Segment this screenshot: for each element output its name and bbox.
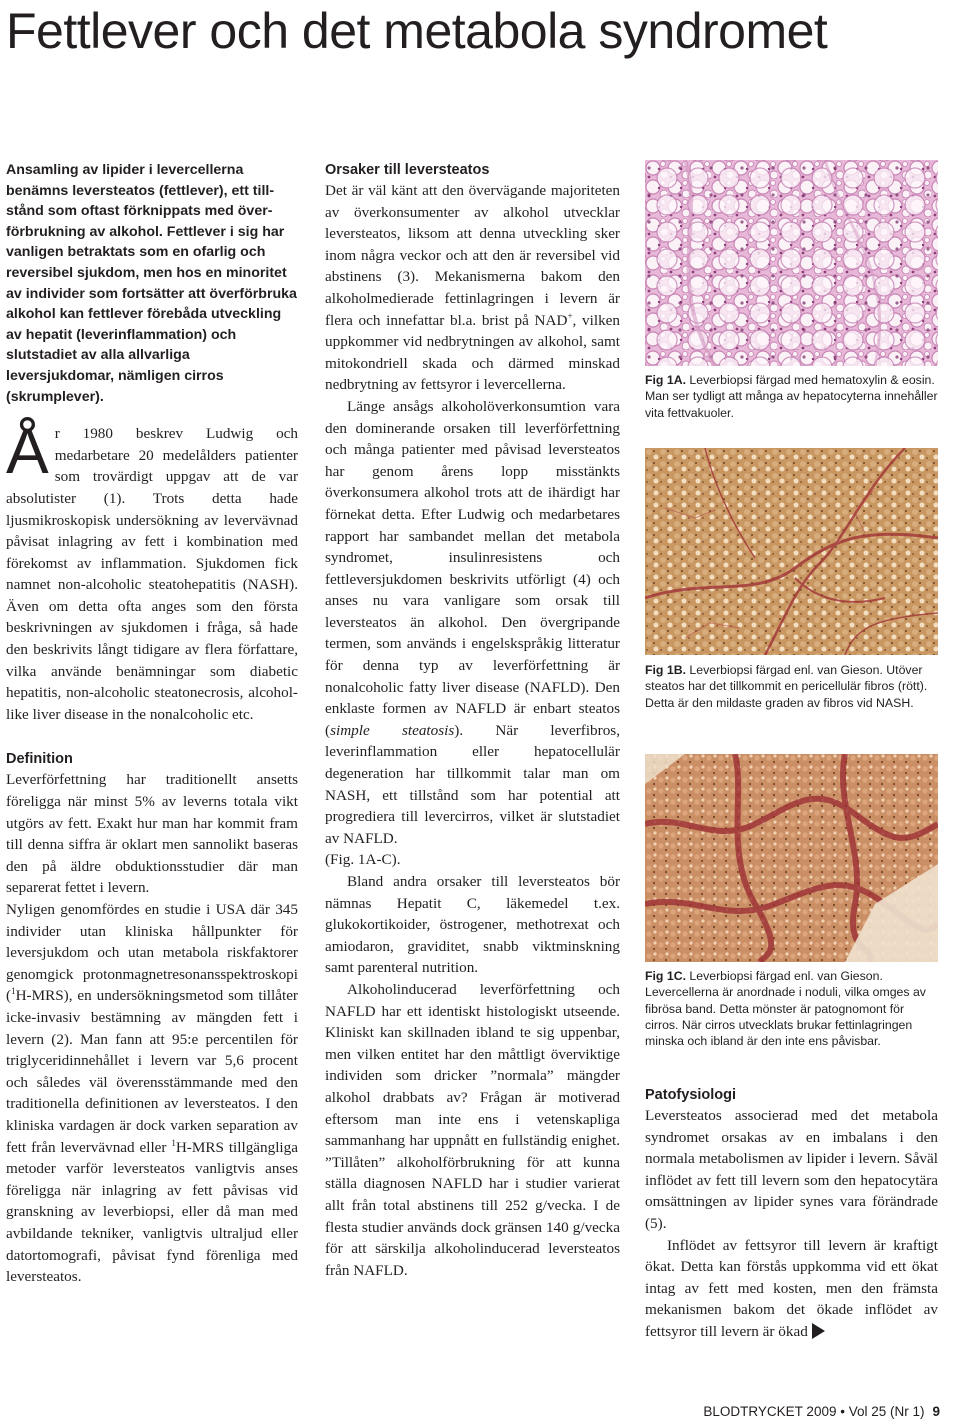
figure-1a-caption: Fig 1A. Leverbiopsi färgad med hematoxylin & eosin. Man ser tydligt att många av hepatocyterna innehåller vita fettvakuoler. (645, 373, 938, 420)
he-stain-micrograph (645, 160, 938, 366)
page-footer (703, 1404, 940, 1419)
page-title: Fettlever och det metabola syndromet (6, 3, 828, 59)
definition-paragraph-2: Nyligen genomfördes en studie i USA där 345 individer utan kliniska hållpunkter för leversjukdom och utan metabola riskfaktorer genomgick protonmagnetresonansspektroskopi ($^1$H-MRS), en undersökningsmetod som tillåter icke-invasiv bestämning av mängden fett i levern (2). Man fann att 95:e percentilen för triglyceridinnehållet i levern var 5,6 procent och således väl överensstämmande med den traditionella definitionen av leversteatos. I den kliniska vardagen är dock varken separation av fett från levervävnad eller $^1$H-MRS tillgängliga metoder varför leversteatos vanligtvis anses föreligga när inlagring av fett påvisas vid granskning av leverbiopsi, eller då man med avbildande tekniker, vanligtvis ultraljud eller datortomografi, påvisat fynd förenliga med leversteatos. (6, 901, 298, 1286)
intro-text: r 1980 beskrev Ludwig och medarbetare 20 medelålders patienter som trovärdigt uppgav att de var absolutister (1). Trots detta hade ljusmikroskopisk undersökning av levervävnad påvisat inlagring av fett i kombination med förekomst av inflammation. Sjukdomen fick namnet non-alcoholic steatohepatitis (NASH). Även om detta ofta anges som den första beskrivningen av sjukdomen i fråga, så hade den beskrivits långt tidigare av flera författare, vilka använde benämningar som diabetic hepatitis, non-alcoholic steatonecrosis, alcohol-like liver disease in the nonalcoholic etc. (6, 425, 298, 723)
figure-1b-caption: Fig 1B. Leverbiopsi färgad enl. van Gieson. Utöver steatos har det tillkommit en pericellulär fibros (rött). Detta är den mildaste graden av fibros vid NASH. (645, 663, 928, 710)
figure-1a-image (645, 160, 938, 366)
figure-1c-image (645, 754, 938, 962)
causes-heading: Orsaker till leversteatos (325, 162, 490, 178)
pathophysiology-paragraph-2: Inflödet av fettsyror till levern är kraftigt ökat. Detta kan förstås uppkomma vid ett ökat intag av fett med kosten, men den främsta mekanismen bakom det ökade inflödet av fettsyror till levern är ökad (645, 1236, 938, 1340)
column-right (645, 1085, 938, 1343)
figure-1b-image (645, 448, 938, 655)
intro-paragraph (6, 415, 298, 725)
pathophysiology-paragraph-1: Leversteatos associerad med det metabola syndromet orsakas av en imbalans i den normala metabolismen av lipider i levern. Såväl inflödet av fett till levern som den hepatocytära omsättningen av lipider synes vara förändrade (5). (645, 1107, 938, 1232)
causes-paragraph-4: Alkoholinducerad leverförfettning och NAFLD har ett identiskt histologiskt utseende. Kliniskt kan skillnaden ibland te sig uppenbar, men vilken entitet har den måttligt överviktige individen som dricker ”normala” mängder alkohol drabbats av? Frågan är motiverad eftersom man inte ens i vetenskapliga sammanhang har uppnått en fullständig enighet. ”Tillåten” alkoholförbrukning för att kunna ställa diagnosen NAFLD har i studier varierat allt från total abstinens till 252 g/vecka. I de flesta studier används dock gränsen 140 g/vecka för att särskilja alkoholinducerad leversteatos från NAFLD. (325, 980, 620, 1279)
continue-arrow-icon (812, 1323, 825, 1339)
causes-paragraph-2: Länge ansågs alkoholöverkonsumtion vara den dominerande orsaken till leverförfettning och många patienter med påvisad leversteatos har genom årens lopp misstänkts överkonsumera alkohol trots att de ihärdigt har förnekat detta. Efter Ludwig och medarbetares rapport har sambandet mellan det metabola syndromet, insulinresistens och fettleversjukdomen beskrivits utförligt (4) och anses nu vara vanligare som orsak till leversteatos än alkohol. Den övergripande termen, som används i engelskspråkig litteratur för denna typ av leverförfettning är nonalcoholic fatty liver disease (NAFLD). Den enklaste formen av NAFLD är enbart steatos (simple steatosis). När leverfibros, leverinflammation eller hepatocellulär degeneration har tillkommit talar man om NASH, ett tillstånd som har potential att progrediera till levercirros, vilket är slutstadiet av NAFLD. (Fig. 1A-C). (325, 397, 620, 869)
drop-cap: Å (6, 415, 49, 488)
pathophysiology-heading: Patofysiologi (645, 1087, 737, 1103)
causes-paragraph-3: Bland andra orsaker till leversteatos bör nämnas Hepatit C, läkemedel t.ex. glukokortikoider, östrogener, methotrexat och amiodaron, graviditet, snabb viktminskning samt parenteral nutrition. (325, 873, 620, 977)
page-number: 9 (932, 1404, 940, 1419)
column-middle (325, 160, 620, 1281)
van-gieson-micrograph-mild-fibrosis (645, 448, 938, 655)
lead-paragraph: Ansamling av lipider i levercellerna benämns leversteatos (fettlever), ett tillstånd som oftast förknippats med överförbrukning av alkohol. Fettlever i sig har vanligen betraktats som en ofarlig och reversibel sjukdom, men hos en minoritet av individer som fortsätter att överförbruka alkohol kan fettlever förebåda utveckling av hepatit (leverinflammation) och slutstadiet av alla allvarliga leversjukdomar, nämligen cirros (skrumplever). (6, 162, 297, 405)
definition-heading: Definition (6, 751, 73, 768)
column-left (6, 160, 298, 1288)
causes-paragraph-1: Det är väl känt att den övervägande majoriteten av överkonsumenter av alkohol utvecklar leversteatos, liksom att denna utveckling sker inom några veckor och att den är reversibel vid abstinens (3). Mekanismerna bakom den alkoholmedierade fettinlagringen i levern är flera och innefattar bl.a. brist på NAD+, vilken uppkommer vid nedbrytningen av alkohol, samt mitokondriell skada och därmed minskad nedbrytning av fettsyror i levercellerna. (325, 182, 620, 394)
journal-issue: BLODTRYCKET 2009 • Vol 25 (Nr 1) (703, 1404, 925, 1419)
figure-1c-caption: Fig 1C. Leverbiopsi färgad enl. van Gieson. Levercellerna är anordnade i noduli, vilka omges av fibrösa band. Detta mönster är patognomont för cirros. När cirros utvecklats brukar fettinlagringen minska och ibland är den inte ens påvisbar. (645, 969, 926, 1049)
definition-paragraph-1: Leverförfettning har traditionellt ansetts föreligga när minst 5% av leverns totala vikt utgörs av fett. Exakt hur man har kommit fram till denna siffra är oklart men sannolikt baseras den på äldre obduktionsstudier där man separerat fettet i levern. (6, 771, 298, 897)
van-gieson-micrograph-cirrhosis (645, 754, 938, 962)
